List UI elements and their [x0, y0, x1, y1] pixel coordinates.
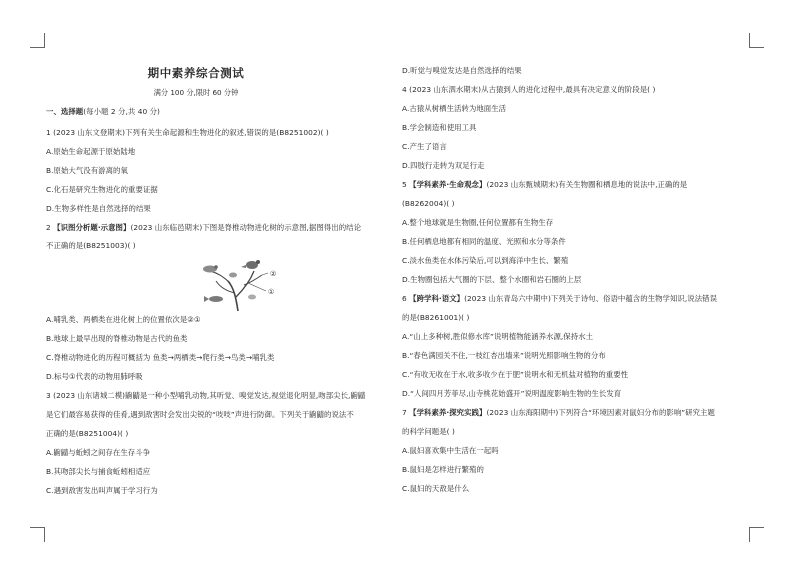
q5-option-c: C.淡水鱼类在水体污染后,可以到海洋中生长、繁殖: [402, 256, 569, 265]
question-4: 4 (2023 山东泗水期末)从古猿到人的进化过程中,最具有决定意义的阶段是( ): [402, 85, 656, 94]
q1-option-c: C.化石是研究生物进化的重要证据: [46, 185, 158, 194]
crop-mark-top-left: [30, 33, 45, 48]
question-3: 3 (2023 山东诸城二模)鼩鼱是一种小型哺乳动物,其听觉、嗅觉发达,视觉退化明显,吻部尖长,鼩鼱: [46, 391, 366, 400]
fig-label-1: ①: [268, 288, 275, 296]
q1-option-d: D.生物多样性是自然选择的结果: [46, 204, 151, 213]
question-3-cont-2: 正确的是(B8251004)( ): [46, 429, 129, 438]
q3-option-c: C.遇到敌害发出叫声属于学习行为: [46, 486, 158, 495]
question-5-cont: (B8262004)( ): [402, 199, 455, 208]
q4-option-a: A.古猿从树栖生活转为地面生活: [402, 104, 507, 113]
section-heading: 一、选择题(每小题 2 分,共 40 分): [46, 107, 160, 116]
q5-option-b: B.任何栖息地都有相同的温度、光照和水分等条件: [402, 237, 566, 246]
q5-option-d: D.生物圈包括大气圈的下层、整个水圈和岩石圈的上层: [402, 275, 582, 284]
q6-option-d: D.“人间四月芳菲尽,山寺桃花始盛开”说明温度影响生物的生长发育: [402, 389, 622, 398]
q2-option-a: A.哺乳类、两栖类在进化树上的位置依次是②①: [46, 315, 201, 324]
q1-option-a: A.原始生命起源于原始陆地: [46, 147, 136, 156]
evolution-tree-illustration: [186, 253, 306, 313]
q2-option-c: C.脊椎动物进化的历程可概括为 鱼类→两栖类→爬行类→鸟类→哺乳类: [46, 353, 275, 362]
crop-mark-bottom-right: [749, 527, 764, 542]
q7-option-a: A.鼠妇喜欢集中生活在一起吗: [402, 446, 499, 455]
question-2: 2 【识图分析题·示意图】(2023 山东临邑期末)下图是脊椎动物进化树的示意图,据图得出的结论: [46, 223, 362, 232]
q3-option-a: A.鼩鼱与蚯蚓之间存在生存斗争: [46, 448, 151, 457]
q3-option-d: D.听觉与嗅觉发达是自然选择的结果: [402, 66, 522, 75]
question-2-cont: 不正确的是(B8251003)( ): [46, 241, 136, 250]
q4-option-c: C.产生了语言: [402, 142, 447, 151]
crop-mark-bottom-left: [30, 527, 45, 542]
q6-option-b: B.“春色满园关不住,一枝红杏出墙来”说明光照影响生物的分布: [402, 351, 606, 360]
q2-option-b: B.地球上最早出现的脊椎动物是古代的鱼类: [46, 334, 188, 343]
question-3-cont: 是它们最容易获得的佳肴,遇到敌害时会发出尖锐的“吱吱”声进行防御。下列关于鼩鼱的说法不: [46, 410, 354, 419]
question-6-cont: 的是(B8261001)( ): [402, 313, 470, 322]
fig-label-2: ②: [270, 270, 277, 278]
question-6: 6 【跨学科·语文】(2023 山东青岛六中期中)下列关于诗句、俗语中蕴含的生物学知识,说法错误: [402, 294, 718, 303]
vertebrate-evolution-tree-figure: [186, 253, 306, 313]
question-7: 7 【学科素养·探究实践】(2023 山东海阳期中)下列符合“环境因素对鼠妇分布的影响”研究主题: [402, 408, 715, 417]
q7-option-b: B.鼠妇是怎样进行繁殖的: [402, 465, 484, 474]
q6-option-a: A.“山上多种树,胜似修水库”说明植物能涵养水源,保持水土: [402, 332, 594, 341]
question-1: 1 (2023 山东文登期末)下列有关生命起源和生物进化的叙述,错误的是(B8251002)( ): [46, 128, 329, 137]
question-5: 5 【学科素养·生命观念】(2023 山东甄城期末)有关生物圈和栖息地的说法中,正确的是: [402, 180, 688, 189]
q5-option-a: A.整个地球就是生物圈,任何位置都有生物生存: [402, 218, 554, 227]
question-7-cont: 的科学问题是( ): [402, 427, 455, 436]
q4-option-b: B.学会制造和使用工具: [402, 123, 477, 132]
q6-option-c: C.“有收无收在于水,收多收少在于肥”说明水和无机盐对植物的重要性: [402, 370, 629, 379]
q2-option-d: D.标号①代表的动物用肺呼吸: [46, 372, 143, 381]
q4-option-d: D.四肢行走转为双足行走: [402, 161, 485, 170]
page-title: 期中素养综合测试: [147, 66, 245, 80]
q7-option-c: C.鼠妇的天敌是什么: [402, 484, 470, 493]
q1-option-b: B.原始大气没有游离的氧: [46, 166, 128, 175]
crop-mark-top-right: [749, 33, 764, 48]
q3-option-b: B.其吻部尖长与捕食蚯蚓相适应: [46, 467, 151, 476]
page-subtitle: 满分 100 分,限时 60 分钟: [153, 88, 239, 97]
